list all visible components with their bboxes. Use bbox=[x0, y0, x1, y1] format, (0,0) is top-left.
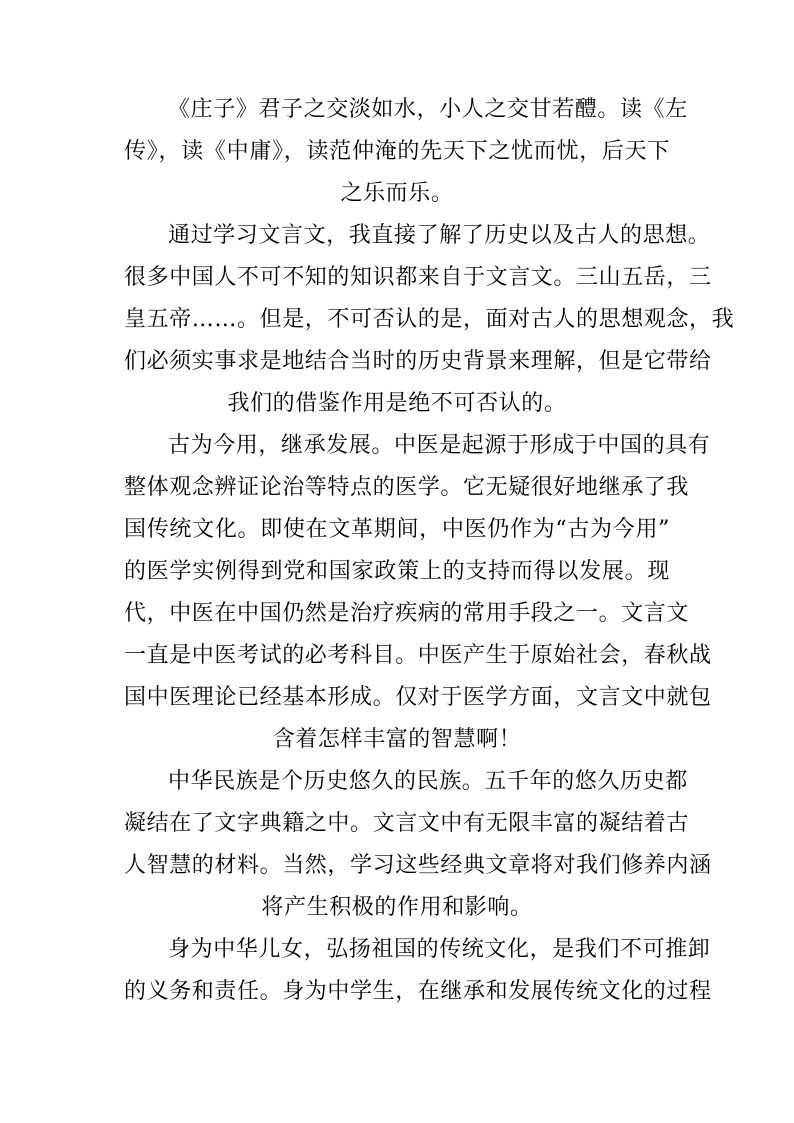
paragraph-4-line-4: 将产生积极的作用和影响。 bbox=[261, 895, 533, 920]
paragraph-2-line-1: 通过学习文言文，我直接了解了历史以及古人的思想。 bbox=[168, 223, 711, 248]
paragraph-5-line-1: 身为中华儿女，弘扬祖国的传统文化，是我们不可推卸 bbox=[168, 937, 711, 962]
paragraph-1-line-3: 之乐而乐。 bbox=[340, 181, 454, 206]
paragraph-4-line-2: 凝结在了文字典籍之中。文言文中有无限丰富的凝结着古 bbox=[124, 811, 690, 836]
paragraph-5-line-2: 的义务和责任。身为中学生，在继承和发展传统文化的过程 bbox=[124, 979, 712, 1004]
paragraph-3-line-4: 的医学实例得到党和国家政策上的支持而得以发展。现 bbox=[124, 559, 670, 584]
paragraph-3-line-2: 整体观念辨证论治等特点的医学。它无疑很好地继承了我 bbox=[124, 475, 690, 500]
paragraph-4-line-3: 人智慧的材料。当然，学习这些经典文章将对我们修养内涵 bbox=[124, 853, 712, 878]
paragraph-1-line-2: 传》，读《中庸》，读范仲淹的先天下之忧而忧，后天下 bbox=[124, 139, 670, 164]
paragraph-3-line-3: 国传统文化。即使在文革期间，中医仍作为“古为今用” bbox=[124, 517, 670, 542]
paragraph-2-line-3: 皇五帝……。但是，不可否认的是，面对古人的思想观念，我 bbox=[124, 307, 735, 332]
paragraph-2-line-5: 我们的借鉴作用是绝不可否认的。 bbox=[227, 391, 567, 416]
paragraph-3-line-7: 国中医理论已经基本形成。仅对于医学方面，文言文中就包 bbox=[124, 685, 712, 710]
paragraph-3-line-8: 含着怎样丰富的智慧啊！ bbox=[272, 727, 522, 752]
paragraph-3-line-1: 古为今用，继承发展。中医是起源于形成于中国的具有 bbox=[168, 433, 711, 458]
paragraph-2 bbox=[124, 215, 735, 425]
paragraph-4-line-1: 中华民族是个历史悠久的民族。五千年的悠久历史都 bbox=[168, 769, 688, 794]
paragraph-3 bbox=[124, 425, 712, 761]
paragraph-1 bbox=[124, 89, 688, 215]
paragraph-5 bbox=[124, 929, 712, 1013]
paragraph-4 bbox=[124, 761, 712, 929]
paragraph-3-line-5: 代，中医在中国仍然是治疗疾病的常用手段之一。文言文 bbox=[124, 601, 690, 626]
paragraph-1-line-1: 《庄子》君子之交淡如水，小人之交甘若醴。读《左 bbox=[168, 97, 688, 122]
paragraph-2-line-4: 们必须实事求是地结合当时的历史背景来理解，但是它带给 bbox=[124, 349, 712, 374]
paragraph-3-line-6: 一直是中医考试的必考科目。中医产生于原始社会，春秋战 bbox=[124, 643, 712, 668]
paragraph-2-line-2: 很多中国人不可不知的知识都来自于文言文。三山五岳，三 bbox=[124, 265, 712, 290]
